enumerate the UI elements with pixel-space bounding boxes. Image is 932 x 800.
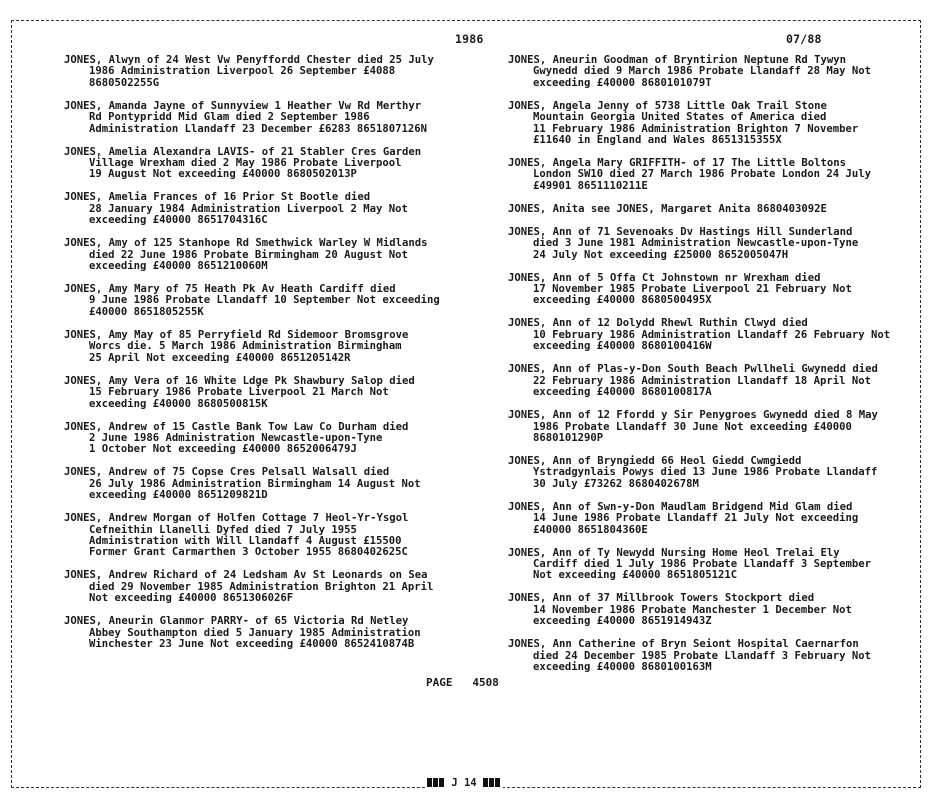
probate-entry: JONES, Andrew Richard of 24 Ledsham Av St Leonards on Sea died 29 November 1985 Administration Brighton 21 April Not exceeding £40000 8651306026F <box>64 569 434 605</box>
probate-entry: JONES, Ann of Ty Newydd Nursing Home Heol Trelai Ely Cardiff died 1 July 1986 Probate Llandaff 3 September Not exceeding £40000 8651805121C <box>508 546 872 582</box>
probate-entry: JONES, Amy of 125 Stanhope Rd Smethwick Warley W Midlands died 22 June 1986 Probate Birmingham 20 August Not exceeding £40000 8651210060M <box>64 237 428 273</box>
probate-entry: JONES, Aneurin Goodman of Bryntirion Neptune Rd Tywyn Gwynedd died 9 March 1986 Probate Llandaff 28 May Not exceeding £40000 8680101079T <box>508 54 872 89</box>
probate-entry: JONES, Amy May of 85 Perryfield Rd Sidemoor Bromsgrove Worcs die. 5 March 1986 Administration Birmingham 25 April Not exceeding £40000 8651205142R <box>64 328 409 364</box>
probate-entry: JONES, Ann Catherine of Bryn Seiont Hospital Caernarfon died 24 December 1985 Probate Llandaff 3 February Not exceeding £40000 8680100163M <box>508 638 872 673</box>
probate-entry: JONES, Alwyn of 24 West Vw Penyffordd Chester died 25 July 1986 Administration Liverpool 26 September £4088 8680502255G <box>64 54 434 89</box>
probate-entry: JONES, Ann of 12 Dolydd Rhewl Ruthin Clwyd died 10 February 1986 Administration Llandaff 26 February Not exceeding £40000 8680100416W <box>508 317 891 353</box>
probate-entry: JONES, Amanda Jayne of Sunnyview 1 Heather Vw Rd Merthyr Rd Pontypridd Mid Glam died 2 September 1986 Administration Llandaff 23 December £6283 8651807126N <box>64 99 428 135</box>
block-mark-icon <box>433 778 438 787</box>
header-year: 1986 <box>455 32 484 46</box>
probate-entry: JONES, Ann of Plas-y-Don South Beach Pwllheli Gwynedd died 22 February 1986 Administration Llandaff 18 April Not exceeding £40000 8680100817A <box>508 363 878 399</box>
left-column <box>64 55 484 662</box>
page-number: PAGE 4508 <box>426 676 499 689</box>
probate-entry: JONES, Ann of 71 Sevenoaks Dv Hastings Hill Sunderland died 3 June 1981 Administration Newcastle-upon-Tyne 24 July Not exceeding £25000 8652005047H <box>508 225 859 261</box>
block-mark-icon <box>483 778 488 787</box>
probate-entry: JONES, Ann of Bryngiedd 66 Heol Giedd Cwmgiedd Ystradgynlais Powys died 13 June 1986 Probate Llandaff 30 July £73262 8680402678M <box>508 454 878 490</box>
probate-entry: JONES, Angela Jenny of 5738 Little Oak Trail Stone Mountain Georgia United States of America died 11 February 1986 Administration Brighton 7 November £11640 in England and Wales 8651315355X <box>508 99 859 147</box>
probate-entry: JONES, Andrew of 15 Castle Bank Tow Law Co Durham died 2 June 1986 Administration Newcastle-upon-Tyne 1 October Not exceeding £40000 8652006479J <box>64 420 409 456</box>
footer-label: J 14 <box>451 777 477 789</box>
probate-entry: JONES, Ann of 37 Millbrook Towers Stockport died 14 November 1986 Probate Manchester 1 December Not exceeding £40000 8651914943Z <box>508 592 852 628</box>
probate-entry: JONES, Anita see JONES, Margaret Anita 8680403092E <box>508 202 827 215</box>
block-mark-icon <box>495 778 500 787</box>
probate-entry: JONES, Amelia Frances of 16 Prior St Bootle died 28 January 1984 Administration Liverpool 2 May Not exceeding £40000 8651704316C <box>64 191 408 227</box>
block-mark-icon <box>427 778 432 787</box>
probate-entry: JONES, Aneurin Glanmor PARRY- of 65 Victoria Rd Netley Abbey Southampton died 5 January 1985 Administration Winchester 23 June Not exceeding £40000 8652410874B <box>64 615 421 650</box>
footer-marker <box>425 777 503 789</box>
block-mark-icon <box>439 778 444 787</box>
probate-entry: JONES, Amy Vera of 16 White Ldge Pk Shawbury Salop died 15 February 1986 Probate Liverpool 21 March Not exceeding £40000 8680500815K <box>64 374 415 410</box>
block-mark-icon <box>489 778 494 787</box>
probate-entry: JONES, Andrew Morgan of Holfen Cottage 7 Heol-Yr-Ysgol Cefneithin Llanelli Dyfed died 7 July 1955 Administration with Will Llandaff 4 August £15500 Former Grant Carmarthen 3 October 1955 8680402625C <box>64 512 409 559</box>
probate-entry: JONES, Ann of 5 Offa Ct Johnstown nr Wrexham died 17 November 1985 Probate Liverpool 21 February Not exceeding £40000 8680500495X <box>508 271 852 307</box>
probate-entry: JONES, Andrew of 75 Copse Cres Pelsall Walsall died 26 July 1986 Administration Birmingham 14 August Not exceeding £40000 8651209821D <box>64 466 421 502</box>
probate-entry: JONES, Ann of 12 Ffordd y Sir Penygroes Gwynedd died 8 May 1986 Probate Llandaff 30 June Not exceeding £40000 8680101290P <box>508 409 878 444</box>
probate-entry: JONES, Ann of Swn-y-Don Maudlam Bridgend Mid Glam died 14 June 1986 Probate Llandaff 21 July Not exceeding £40000 8651804360E <box>508 500 859 536</box>
header-ref: 07/88 <box>786 32 822 46</box>
probate-entry: JONES, Amy Mary of 75 Heath Pk Av Heath Cardiff died 9 June 1986 Probate Llandaff 10 September Not exceeding £40000 8651805255K <box>64 283 440 318</box>
probate-entry: JONES, Angela Mary GRIFFITH- of 17 The Little Boltons London SW10 died 27 March 1986 Probate London 24 July £49901 8651110211E <box>508 157 872 192</box>
right-column <box>508 55 918 685</box>
probate-entry: JONES, Amelia Alexandra LAVIS- of 21 Stabler Cres Garden Village Wrexham died 2 May 1986 Probate Liverpool 19 August Not exceeding £40000 8680502013P <box>64 145 422 181</box>
